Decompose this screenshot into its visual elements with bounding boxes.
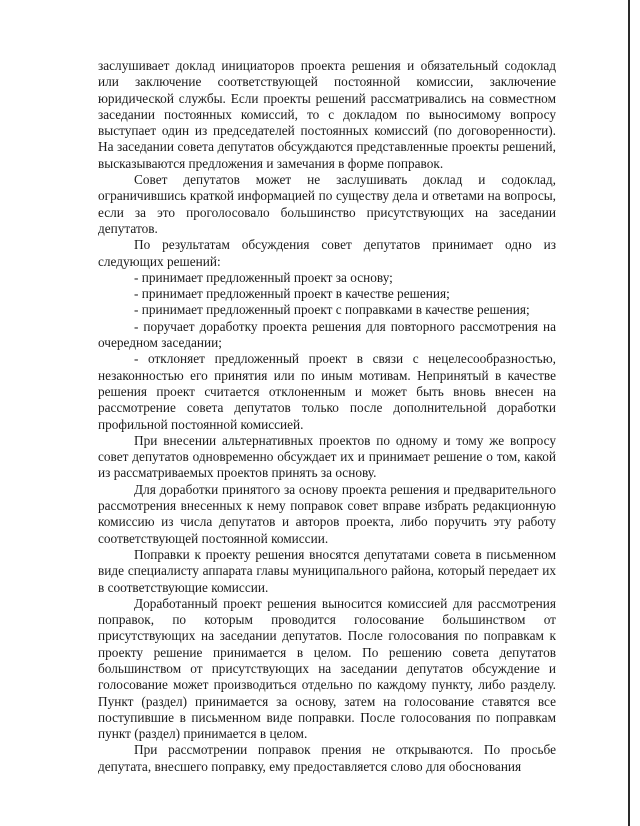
list-item-reject: - отклоняет предложенный проект в связи с нецелесообразностью, незаконностью его принятия или по иным мотивам. Непринятый в качестве решения проект считается отклоненным и может быть вновь внесен на рассмотрение совета депутатов только после дополнительной доработки профильной постоянной комиссией. [98,351,556,432]
list-item-revision: - поручает доработку проекта решения для повторного рассмотрения на очередном заседании; [98,318,556,351]
list-item-accept-basis: - принимает предложенный проект за основу; [134,269,393,285]
paragraph-continuation: заслушивает доклад инициаторов проекта решения и обязательный содоклад или заключение соответствующей постоянной комиссии, заключение юридической службы. Если проекты решений рассматривались на совместном заседании постоянных комиссий, то с докладом по выносимому вопросу выступает один из председателей постоянных комиссий (по договоренности). На заседании совета депутатов обсуждаются представленные проекты решений, высказываются предложения и замечания в форме поправок. [98,58,556,171]
paragraph-alternative-projects: При внесении альтернативных проектов по одному и тому же вопросу совет депутатов одновременно обсуждает их и принимает решение о том, какой из рассматриваемых проектов принять за основу. [98,432,556,481]
list-item-accept-amendments: - принимает предложенный проект с поправками в качестве решения; [134,302,530,318]
paragraph-discussion-results: По результатам обсуждения совет депутатов принимает одно из следующих решений: [98,237,556,269]
list-item-accept-decision: - принимает предложенный проект в качестве решения; [134,286,450,302]
paragraph-amendments-submission: Поправки к проекту решения вносятся депутатами совета в письменном виде специалисту аппарата главы муниципального района, который передает их в соответствующие комиссии. [98,546,556,595]
paragraph-revised-project: Доработанный проект решения выносится комиссией для рассмотрения поправок, по которым проводится голосование большинством от присутствующих на заседании депутатов. После голосования по поправкам к проекту решение принимается в целом. По решению совета депутатов большинством от присутствующих на заседании депутатов обсуждение и голосование может производиться отдельно по каждому пункту, либо разделу. Пункт (раздел) принимается за основу, затем на голосование ставятся все поступившие в письменном виде поправки. После голосования по поправкам пункт (раздел) принимается в целом. [98,595,556,742]
paragraph-no-debates: При рассмотрении поправок прения не открываются. По просьбе депутата, внесшего поправку, ему предоставляется слово для обоснования [98,742,556,774]
document-page [98,58,556,775]
paragraph-no-report: Совет депутатов может не заслушивать доклад и содоклад, ограничившись краткой информацией по существу дела и ответами на вопросы, если за это проголосовало большинство присутствующих на заседании депутатов. [98,172,556,236]
page-edge-line [628,0,630,826]
paragraph-editorial-commission: Для доработки принятого за основу проекта решения и предварительного рассмотрения внесенных к нему поправок совет вправе избрать редакционную комиссию из числа депутатов и авторов проекта, либо поручить эту работу соответствующей постоянной комиссии. [98,481,556,546]
